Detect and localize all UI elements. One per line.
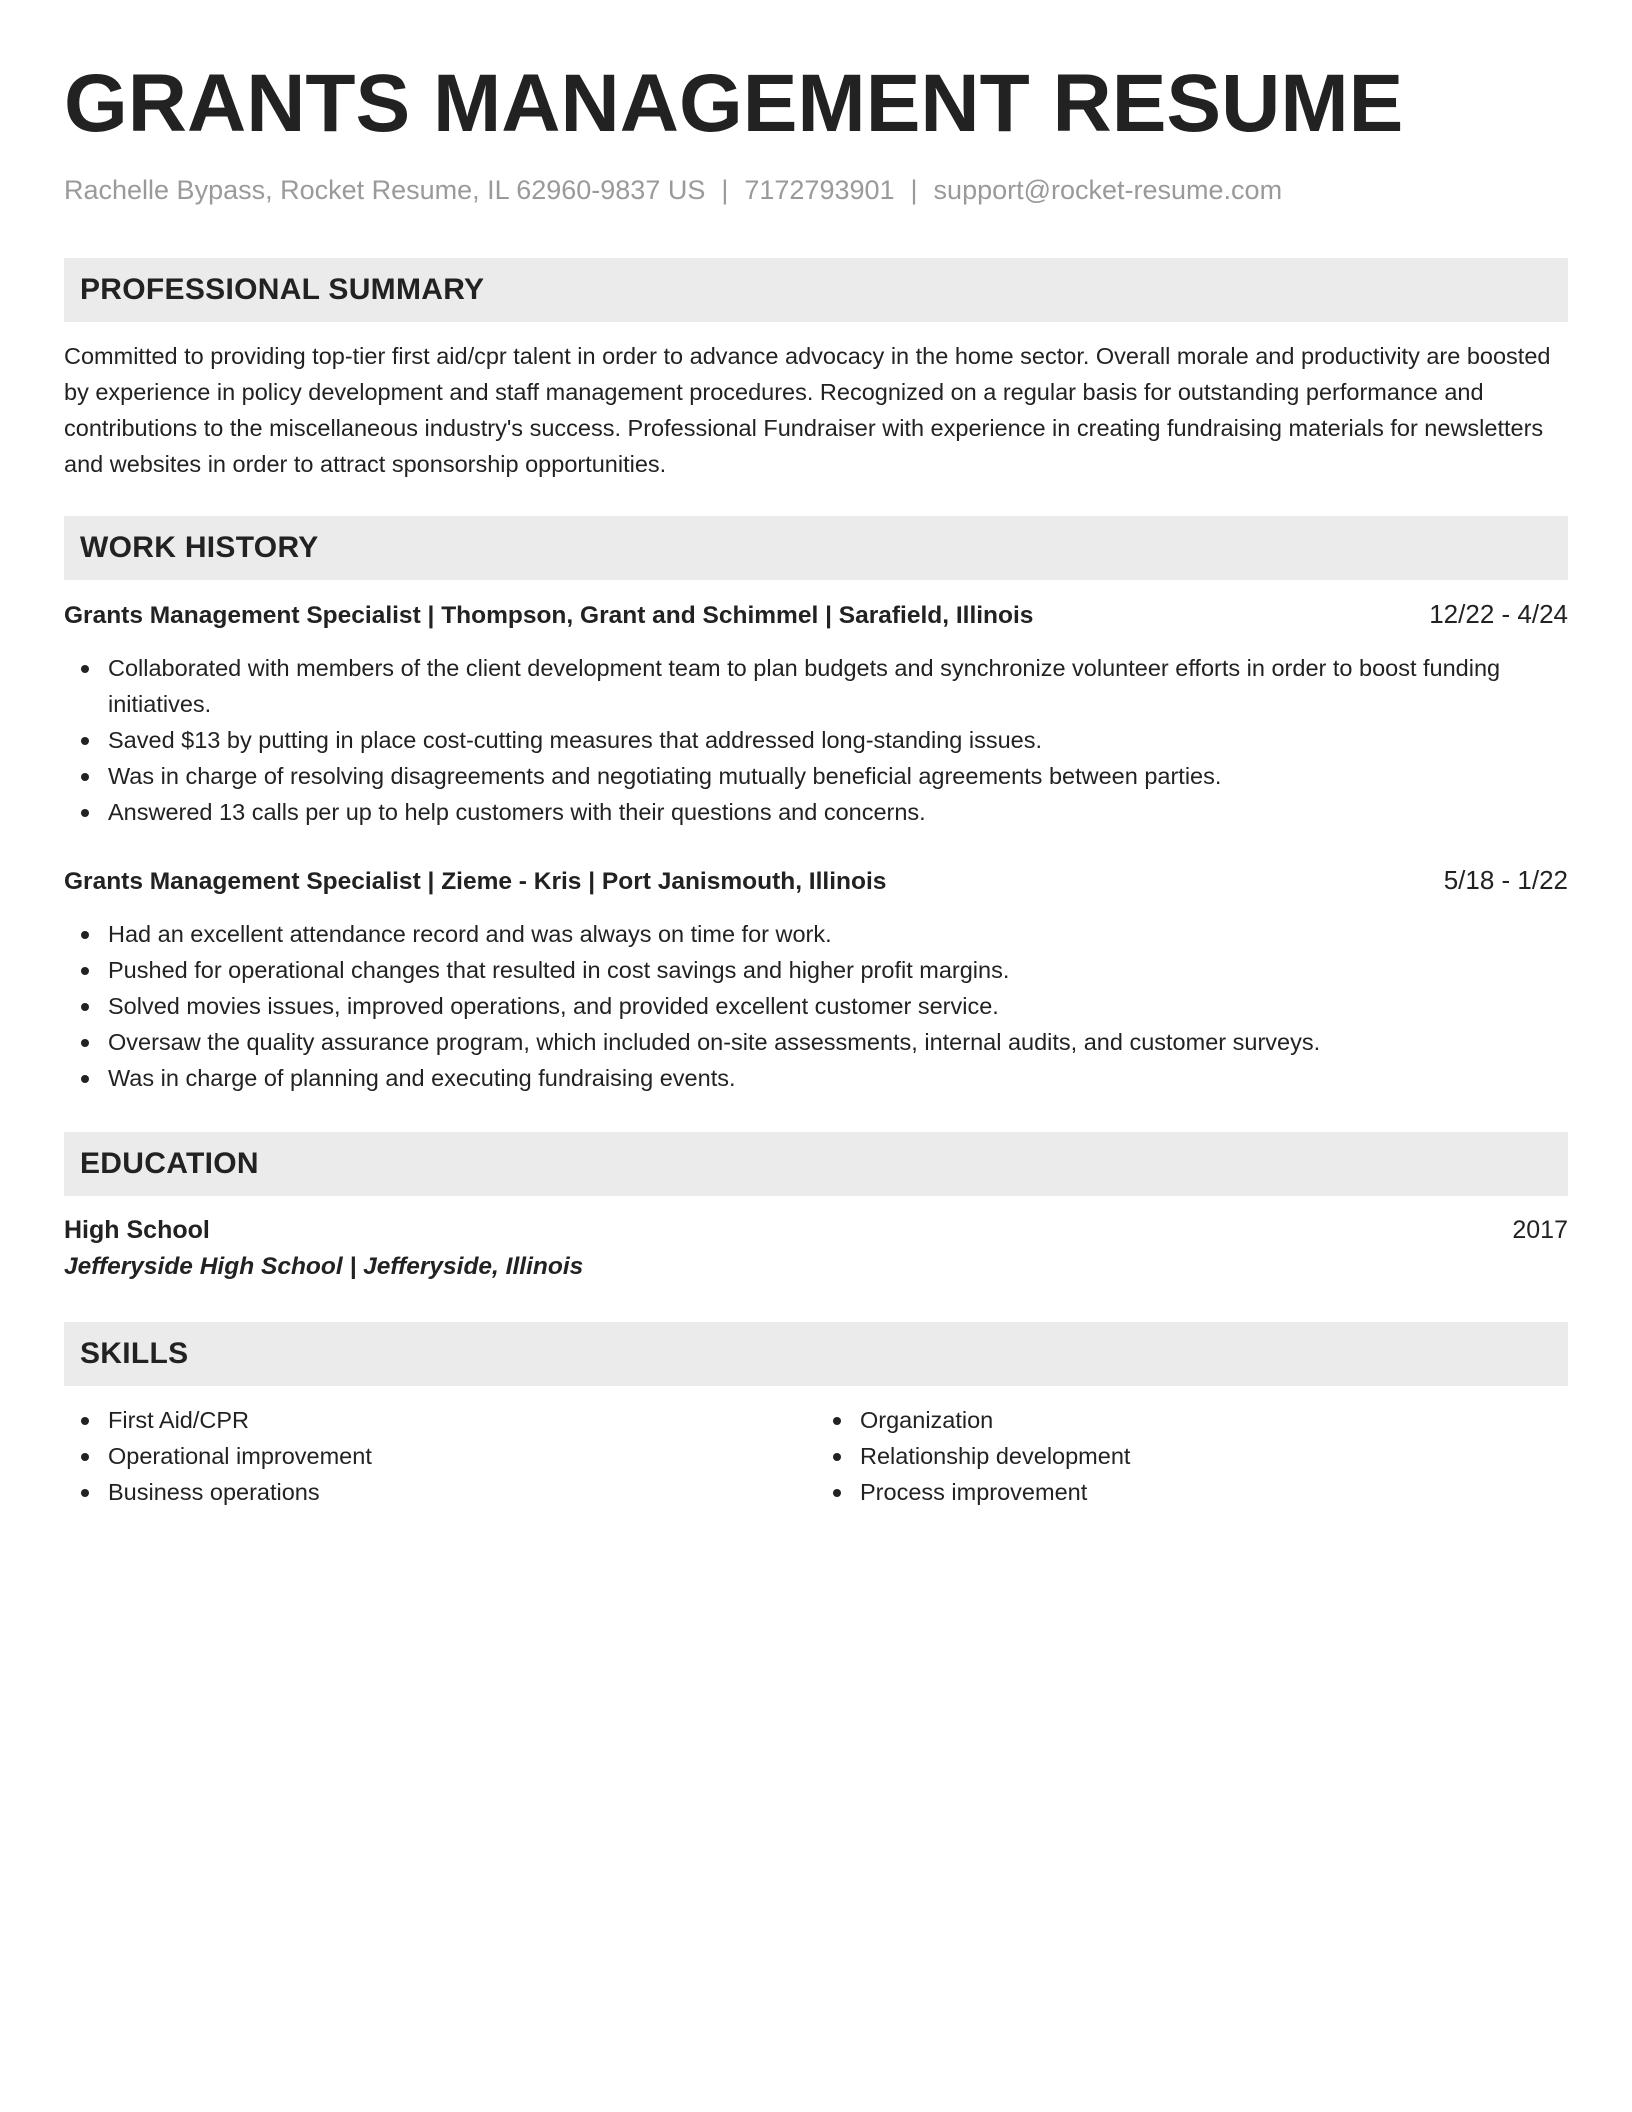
skills-grid <box>64 1386 1568 1510</box>
skill-item: Business operations <box>108 1474 816 1510</box>
contact-line <box>64 172 1568 208</box>
job-entry <box>64 862 1568 1096</box>
skills-column-right <box>816 1402 1568 1510</box>
job-header <box>64 862 1568 900</box>
job-header <box>64 596 1568 634</box>
skills-heading: SKILLS <box>64 1322 1568 1386</box>
education-header <box>64 1212 1568 1248</box>
job-bullet: Was in charge of resolving disagreements and negotiating mutually beneficial agreements between parties. <box>108 758 1568 794</box>
job-dates: 5/18 - 1/22 <box>1443 865 1568 895</box>
skill-item: Organization <box>860 1402 1568 1438</box>
education-heading: EDUCATION <box>64 1132 1568 1196</box>
job-bullet: Collaborated with members of the client development team to plan budgets and synchronize volunteer efforts in order to boost funding initiatives. <box>108 650 1568 722</box>
job-bullet: Was in charge of planning and executing fundraising events. <box>108 1060 1568 1096</box>
job-bullets <box>64 650 1568 830</box>
contact-address: Rachelle Bypass, Rocket Resume, IL 62960-9837 US <box>64 175 706 205</box>
job-bullet: Oversaw the quality assurance program, which included on-site assessments, internal audits, and customer surveys. <box>108 1024 1568 1060</box>
contact-phone: 7172793901 <box>744 175 895 205</box>
contact-email: support@rocket-resume.com <box>933 175 1283 205</box>
resume-title: GRANTS MANAGEMENT RESUME <box>64 58 1404 149</box>
job-title: Grants Management Specialist | Zieme - Kris | Port Janismouth, Illinois <box>64 868 887 895</box>
job-bullet: Had an excellent attendance record and was always on time for work. <box>108 916 1568 952</box>
job-bullet: Saved $13 by putting in place cost-cutting measures that addressed long-standing issues. <box>108 722 1568 758</box>
contact-separator: | <box>910 175 918 205</box>
skill-item: Process improvement <box>860 1474 1568 1510</box>
skill-item: Relationship development <box>860 1438 1568 1474</box>
job-title: Grants Management Specialist | Thompson, Grant and Schimmel | Sarafield, Illinois <box>64 602 1034 629</box>
contact-separator: | <box>721 175 729 205</box>
education-degree: High School <box>64 1216 210 1244</box>
education-year: 2017 <box>1512 1216 1568 1244</box>
skill-item: First Aid/CPR <box>108 1402 816 1438</box>
work-history-heading: WORK HISTORY <box>64 516 1568 580</box>
job-bullet: Pushed for operational changes that resulted in cost savings and higher profit margins. <box>108 952 1568 988</box>
job-bullet: Solved movies issues, improved operations, and provided excellent customer service. <box>108 988 1568 1024</box>
education-school: Jefferyside High School | Jefferyside, Illinois <box>64 1253 584 1280</box>
skills-column-left <box>64 1402 816 1510</box>
job-dates: 12/22 - 4/24 <box>1429 599 1568 629</box>
job-entry <box>64 596 1568 830</box>
job-bullets <box>64 916 1568 1096</box>
skill-item: Operational improvement <box>108 1438 816 1474</box>
job-bullet: Answered 13 calls per up to help customers with their questions and concerns. <box>108 794 1568 830</box>
summary-text: Committed to providing top-tier first aid/cpr talent in order to advance advocacy in the home sector. Overall morale and productivity are boosted by experience in policy development and staff management procedures. Recognized on a regular basis for outstanding performance and contributions to the miscellaneous industry's success. Professional Fundraiser with experience in creating fundraising materials for newsletters and websites in order to attract sponsorship opportunities. <box>64 343 1551 477</box>
summary-heading: PROFESSIONAL SUMMARY <box>64 258 1568 322</box>
